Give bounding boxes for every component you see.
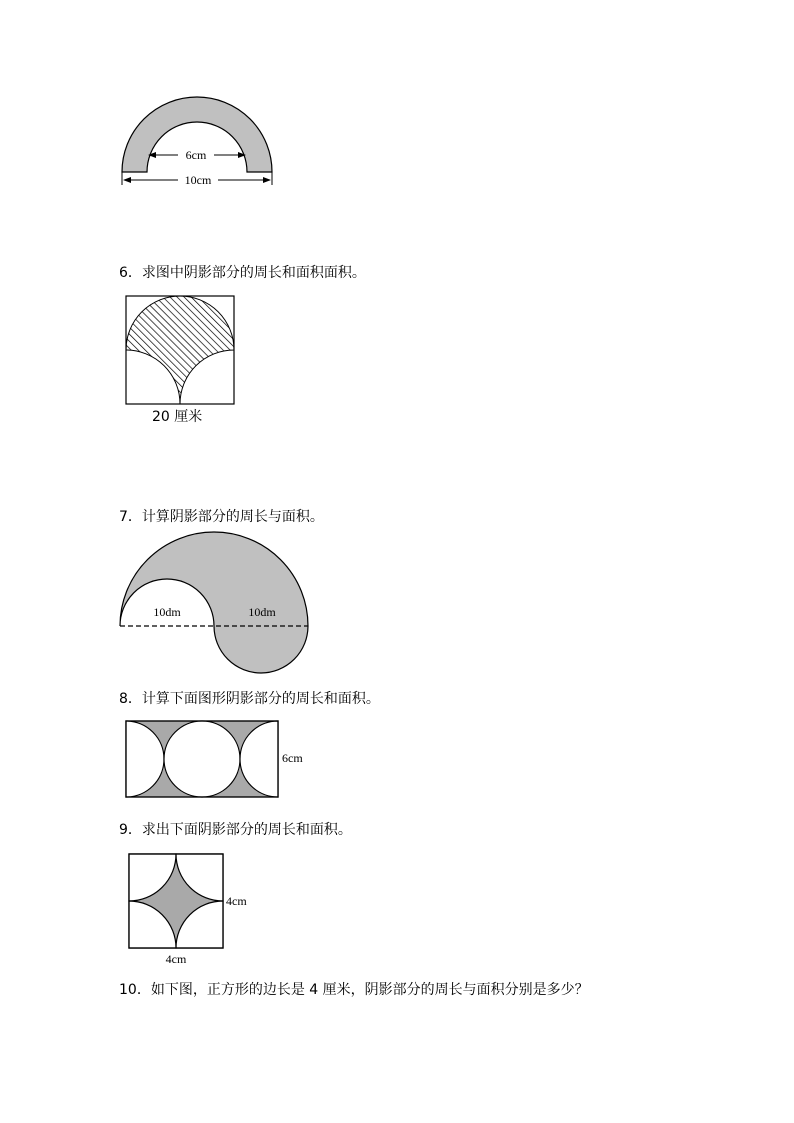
question-7: 7．计算阴影部分的周长与面积。 bbox=[119, 509, 324, 525]
q9-figure bbox=[122, 847, 262, 969]
q7-label-right: 10dm bbox=[248, 605, 276, 619]
q7-label-left: 10dm bbox=[153, 605, 181, 619]
q6-label: 20 厘米 bbox=[152, 409, 203, 425]
question-9: 9．求出下面阴影部分的周长和面积。 bbox=[119, 822, 352, 838]
outer-label: 10cm bbox=[184, 173, 212, 187]
q7-shaded-region bbox=[120, 532, 308, 673]
question-8: 8．计算下面图形阴影部分的周长和面积。 bbox=[119, 691, 380, 707]
question-10: 10．如下图，正方形的边长是 4 厘米，阴影部分的周长与面积分别是多少？ bbox=[119, 982, 589, 998]
q7-figure bbox=[110, 525, 320, 680]
q8-label: 6cm bbox=[282, 751, 303, 765]
half-annulus-figure bbox=[110, 90, 290, 200]
q9-label-side: 4cm bbox=[226, 894, 247, 908]
question-6: 6．求图中阴影部分的周长和面积面积。 bbox=[119, 265, 366, 281]
q8-figure bbox=[120, 715, 320, 805]
inner-label: 6cm bbox=[185, 148, 207, 162]
q6-figure bbox=[120, 290, 250, 430]
outer-arrow-left bbox=[123, 177, 131, 183]
q8-middle-circle bbox=[164, 721, 240, 797]
q9-label-bottom: 4cm bbox=[165, 952, 187, 966]
outer-arrow-right bbox=[263, 177, 271, 183]
